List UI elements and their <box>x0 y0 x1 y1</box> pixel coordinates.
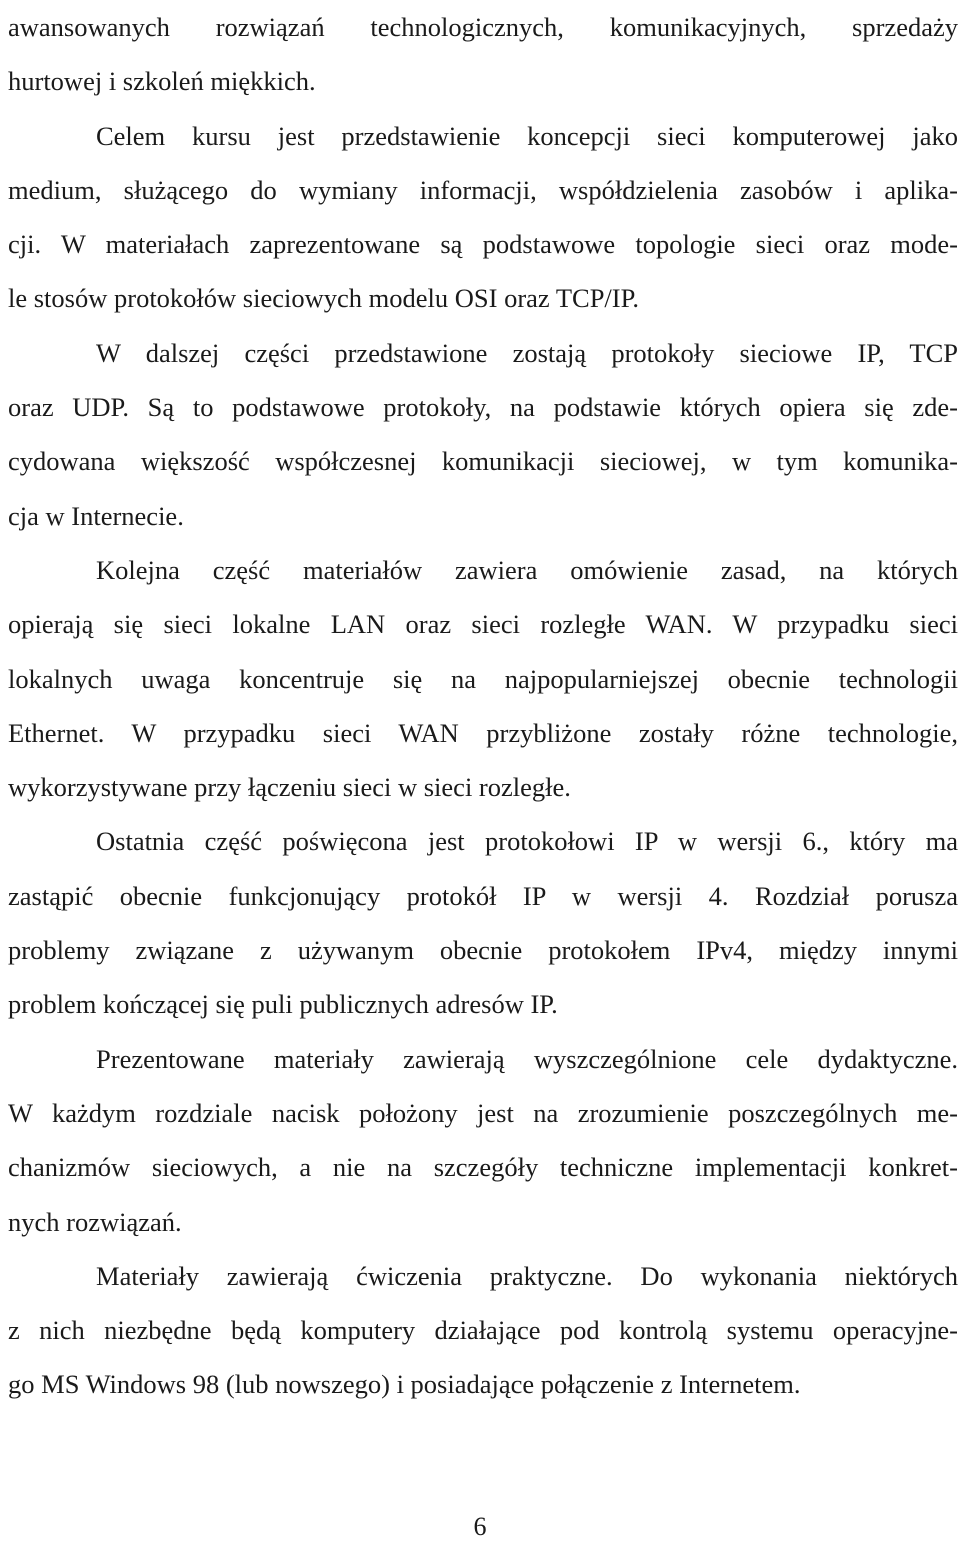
text-line: cydowana większość współczesnej komunikacji sieciowej, w tym komunika- <box>8 446 958 477</box>
text-line: problemy związane z używanym obecnie protokołem IPv4, między innymi <box>8 935 958 966</box>
text-line: wykorzystywane przy łączeniu sieci w sieci rozległe. <box>8 772 571 803</box>
text-line: chanizmów sieciowych, a nie na szczegóły techniczne implementacji konkret- <box>8 1152 958 1183</box>
text-line: awansowanych rozwiązań technologicznych, komunikacyjnych, sprzedaży <box>8 12 958 42</box>
text-line: hurtowej i szkoleń miękkich. <box>8 66 316 97</box>
text-line: z nich niezbędne będą komputery działające pod kontrolą systemu operacyjne- <box>8 1315 958 1346</box>
page-number: 6 <box>473 1512 487 1541</box>
text-line: problem kończącej się puli publicznych adresów IP. <box>8 989 558 1020</box>
paragraph-first-line: Kolejna część materiałów zawiera omówienie zasad, na których <box>96 554 958 585</box>
text-line: oraz UDP. Są to podstawowe protokoły, na podstawie których opiera się zde- <box>8 392 958 423</box>
text-line: zastąpić obecnie funkcjonujący protokół IP w wersji 4. Rozdział porusza <box>8 880 958 911</box>
paragraph-first-line: Materiały zawierają ćwiczenia praktyczne. Do wykonania niektórych <box>96 1260 958 1291</box>
paragraph-first-line: Celem kursu jest przedstawienie koncepcji sieci komputerowej jako <box>96 120 958 151</box>
text-line: W każdym rozdziale nacisk położony jest na zrozumienie poszczególnych me- <box>8 1097 958 1128</box>
text-line: go MS Windows 98 (lub nowszego) i posiadające połączenie z Internetem. <box>8 1369 801 1400</box>
text-line: Ethernet. W przypadku sieci WAN przybliżone zostały różne technologie, <box>8 717 958 748</box>
text-line: opierają się sieci lokalne LAN oraz sieci rozległe WAN. W przypadku sieci <box>8 609 958 640</box>
paragraph-first-line: W dalszej części przedstawione zostają protokoły sieciowe IP, TCP <box>96 337 958 368</box>
paragraph-first-line: Prezentowane materiały zawierają wyszczególnione cele dydaktyczne. <box>96 1043 958 1074</box>
paragraph-first-line: Ostatnia część poświęcona jest protokołowi IP w wersji 6., który ma <box>96 826 958 857</box>
text-line: medium, służącego do wymiany informacji, współdzielenia zasobów i aplika- <box>8 174 958 205</box>
text-line: le stosów protokołów sieciowych modelu OSI oraz TCP/IP. <box>8 283 640 314</box>
text-line: cja w Internecie. <box>8 500 184 531</box>
body-text <box>8 0 958 1412</box>
text-line: nych rozwiązań. <box>8 1206 182 1237</box>
text-line: cji. W materiałach zaprezentowane są podstawowe topologie sieci oraz mode- <box>8 229 958 260</box>
text-line: lokalnych uwaga koncentruje się na najpopularniejszej obecnie technologii <box>8 663 958 694</box>
